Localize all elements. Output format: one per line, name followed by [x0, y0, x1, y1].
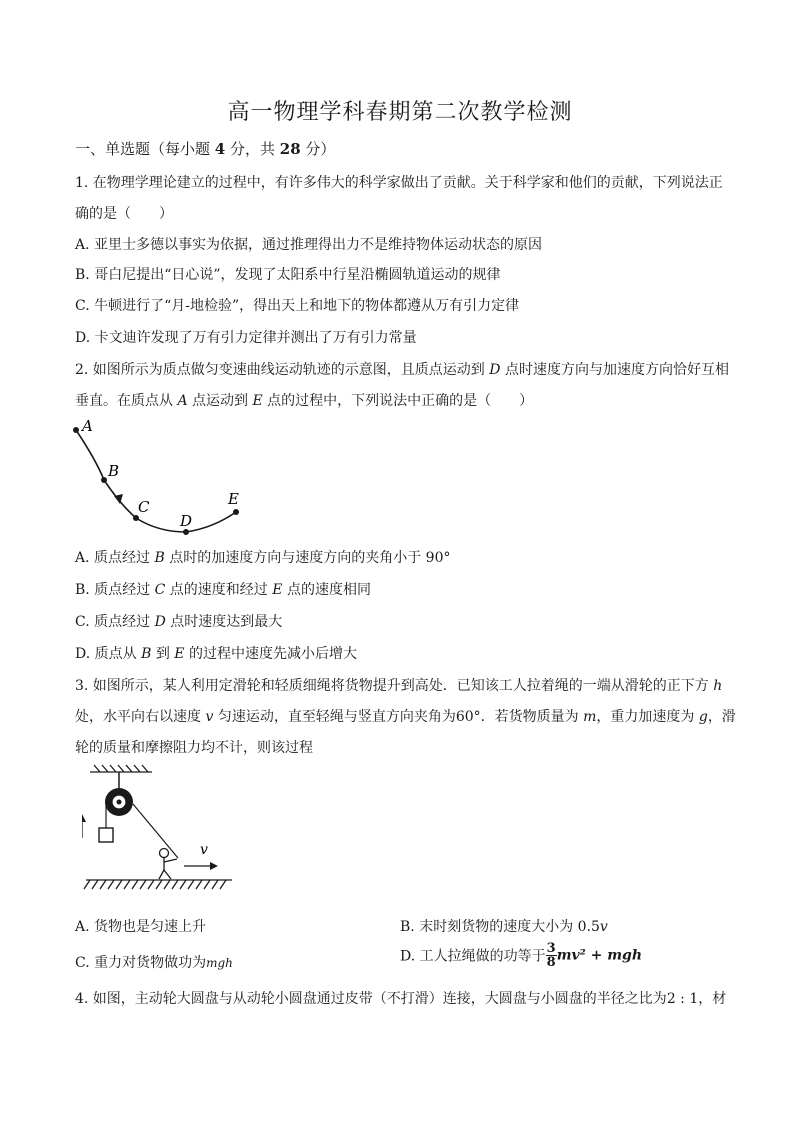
label-a: A: [82, 417, 93, 435]
q2-option-c: C. 质点经过 D 点时速度达到最大: [75, 614, 283, 630]
ground-hatching: [84, 880, 232, 889]
q3-stem-line2: 处，水平向右以速度 v 匀速运动，直至轻绳与竖直方向夹角为60°．若货物质量为 m，重力加速度为 g，滑: [75, 709, 736, 725]
q2-stem-line2: 垂直。在质点从 A 点运动到 E 点的过程中，下列说法中正确的是（ ）: [75, 393, 534, 409]
velocity-label: v: [200, 842, 208, 858]
rope-to-person: [133, 804, 178, 858]
cargo-box: [99, 828, 113, 842]
page-title: 高一物理学科春期第二次教学检测: [227, 100, 573, 125]
label-e: E: [228, 490, 239, 508]
q1-option-a: A. 亚里士多德以事实为依据，通过推理得出力不是维持物体运动状态的原因: [75, 237, 543, 253]
q2-stem-line1: 2. 如图所示为质点做匀变速曲线运动轨迹的示意图，且质点运动到 D 点时速度方向与加速度方向恰好互相: [75, 362, 729, 378]
q3-option-c: C. 重力对货物做功为mgh: [75, 955, 233, 971]
label-d: D: [180, 512, 193, 530]
point-b: [101, 477, 107, 483]
label-c: C: [138, 498, 150, 516]
q1-stem-line1: 1. 在物理学理论建立的过程中，有许多伟大的科学家做出了贡献。关于科学家和他们的贡献，下列说法正: [75, 175, 723, 191]
q1-stem-line2: 确的是（ ）: [75, 206, 173, 222]
trajectory-figure: [68, 414, 258, 539]
q3-option-a: A. 货物也是匀速上升: [75, 919, 207, 935]
q2-option-b: B. 质点经过 C 点的速度和经过 E 点的速度相同: [75, 582, 371, 598]
section-heading: 一、单选题（每小题 4 分，共 28 分）: [75, 140, 336, 158]
ceiling-hatching: [90, 765, 152, 772]
trajectory-curve: [76, 430, 236, 532]
q1-option-d: D. 卡文迪许发现了万有引力定律并测出了万有引力常量: [75, 330, 417, 346]
q4-stem-line1: 4. 如图，主动轮大圆盘与从动轮小圆盘通过皮带（不打滑）连接，大圆盘与小圆盘的半径之比为2 : 1，材: [75, 991, 727, 1007]
label-b: B: [108, 462, 120, 480]
q3-option-d: D. 工人拉绳做的功等于 $\frac{3}{8}$ mv² + mgh: [400, 941, 643, 970]
q3-option-b: B. 末时刻货物的速度大小为 0.5v: [400, 919, 608, 935]
q1-option-b: B. 哥白尼提出“日心说”，发现了太阳系中行星沿椭圆轨道运动的规律: [75, 267, 501, 283]
q3-stem-line3: 轮的质量和摩擦阻力均不计，则该过程: [75, 740, 313, 756]
pulley-figure: [82, 762, 252, 897]
q3-stem-line1: 3. 如图所示，某人利用定滑轮和轻质细绳将货物提升到高处．已知该工人拉着绳的一端从滑轮的正下方 h: [75, 678, 723, 694]
point-e: [233, 509, 239, 515]
fraction-3-8: $\frac{3}{8}$: [546, 941, 556, 970]
q2-option-a: A. 质点经过 B 点时的加速度方向与速度方向的夹角小于 90°: [75, 550, 451, 566]
q1-option-c: C. 牛顿进行了“月-地检验”，得出天上和地下的物体都遵从万有引力定律: [75, 298, 520, 314]
point-a: [73, 427, 79, 433]
q2-option-d: D. 质点从 B 到 E 的过程中速度先减小后增大: [75, 646, 357, 662]
